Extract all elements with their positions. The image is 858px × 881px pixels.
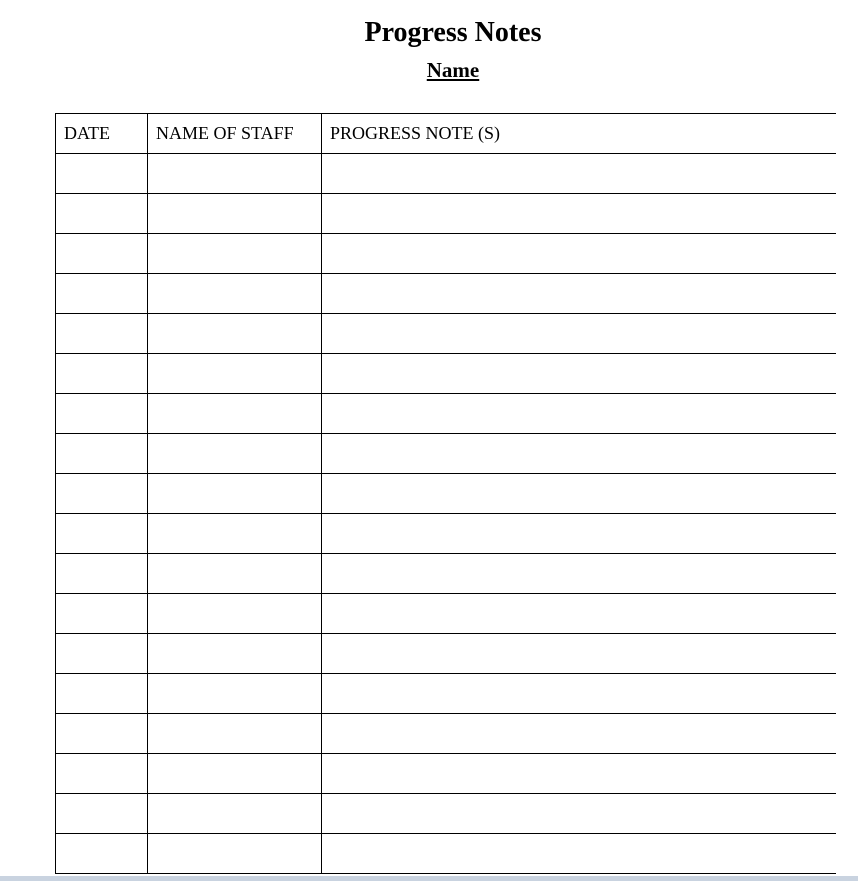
date-cell[interactable] (56, 514, 148, 554)
table-row (56, 314, 837, 354)
table-row (56, 554, 837, 594)
progress-note-cell[interactable] (322, 754, 837, 794)
staff-name-cell[interactable] (148, 834, 322, 874)
progress-note-cell[interactable] (322, 274, 837, 314)
date-cell[interactable] (56, 594, 148, 634)
page-title: Progress Notes (364, 17, 542, 48)
date-cell[interactable] (56, 714, 148, 754)
staff-name-cell[interactable] (148, 634, 322, 674)
progress-note-cell[interactable] (322, 434, 837, 474)
date-cell[interactable] (56, 354, 148, 394)
table-row (56, 834, 837, 874)
date-cell[interactable] (56, 754, 148, 794)
staff-name-cell[interactable] (148, 274, 322, 314)
staff-name-cell[interactable] (148, 354, 322, 394)
table-row (56, 194, 837, 234)
date-cell[interactable] (56, 794, 148, 834)
staff-name-cell[interactable] (148, 234, 322, 274)
staff-name-cell[interactable] (148, 154, 322, 194)
date-cell[interactable] (56, 634, 148, 674)
table-row (56, 434, 837, 474)
date-cell[interactable] (56, 154, 148, 194)
progress-note-cell[interactable] (322, 514, 837, 554)
column-header-date: DATE (56, 114, 148, 154)
column-header-staff: NAME OF STAFF (148, 114, 322, 154)
table-body (56, 154, 837, 874)
staff-name-cell[interactable] (148, 754, 322, 794)
staff-name-cell[interactable] (148, 394, 322, 434)
table-row (56, 354, 837, 394)
progress-note-cell[interactable] (322, 714, 837, 754)
date-cell[interactable] (56, 234, 148, 274)
progress-note-cell[interactable] (322, 594, 837, 634)
date-cell[interactable] (56, 474, 148, 514)
date-cell[interactable] (56, 554, 148, 594)
table-row (56, 714, 837, 754)
table-row (56, 394, 837, 434)
staff-name-cell[interactable] (148, 514, 322, 554)
progress-note-cell[interactable] (322, 634, 837, 674)
progress-note-cell[interactable] (322, 154, 837, 194)
staff-name-cell[interactable] (148, 474, 322, 514)
table-row (56, 154, 837, 194)
date-cell[interactable] (56, 314, 148, 354)
progress-note-cell[interactable] (322, 234, 837, 274)
date-cell[interactable] (56, 834, 148, 874)
page-bottom-edge (0, 876, 858, 881)
date-cell[interactable] (56, 434, 148, 474)
date-cell[interactable] (56, 194, 148, 234)
date-cell[interactable] (56, 674, 148, 714)
progress-note-cell[interactable] (322, 194, 837, 234)
table-row (56, 514, 837, 554)
progress-note-cell[interactable] (322, 794, 837, 834)
progress-note-cell[interactable] (322, 474, 837, 514)
date-cell[interactable] (56, 394, 148, 434)
table-row (56, 234, 837, 274)
staff-name-cell[interactable] (148, 594, 322, 634)
staff-name-cell[interactable] (148, 314, 322, 354)
progress-note-cell[interactable] (322, 354, 837, 394)
table-row (56, 634, 837, 674)
date-cell[interactable] (56, 274, 148, 314)
progress-note-cell[interactable] (322, 674, 837, 714)
table-row (56, 474, 837, 514)
table-row (56, 794, 837, 834)
table-header-row (56, 114, 837, 154)
column-header-note: PROGRESS NOTE (S) (322, 114, 837, 154)
staff-name-cell[interactable] (148, 194, 322, 234)
table-row (56, 594, 837, 634)
patient-name-heading: Name (426, 58, 480, 82)
progress-notes-table (55, 113, 836, 874)
staff-name-cell[interactable] (148, 674, 322, 714)
staff-name-cell[interactable] (148, 794, 322, 834)
table-row (56, 674, 837, 714)
staff-name-cell[interactable] (148, 434, 322, 474)
progress-note-cell[interactable] (322, 314, 837, 354)
progress-notes-table-container (55, 113, 836, 876)
staff-name-cell[interactable] (148, 714, 322, 754)
progress-note-cell[interactable] (322, 394, 837, 434)
table-row (56, 754, 837, 794)
progress-note-cell[interactable] (322, 554, 837, 594)
table-row (56, 274, 837, 314)
staff-name-cell[interactable] (148, 554, 322, 594)
progress-note-cell[interactable] (322, 834, 837, 874)
